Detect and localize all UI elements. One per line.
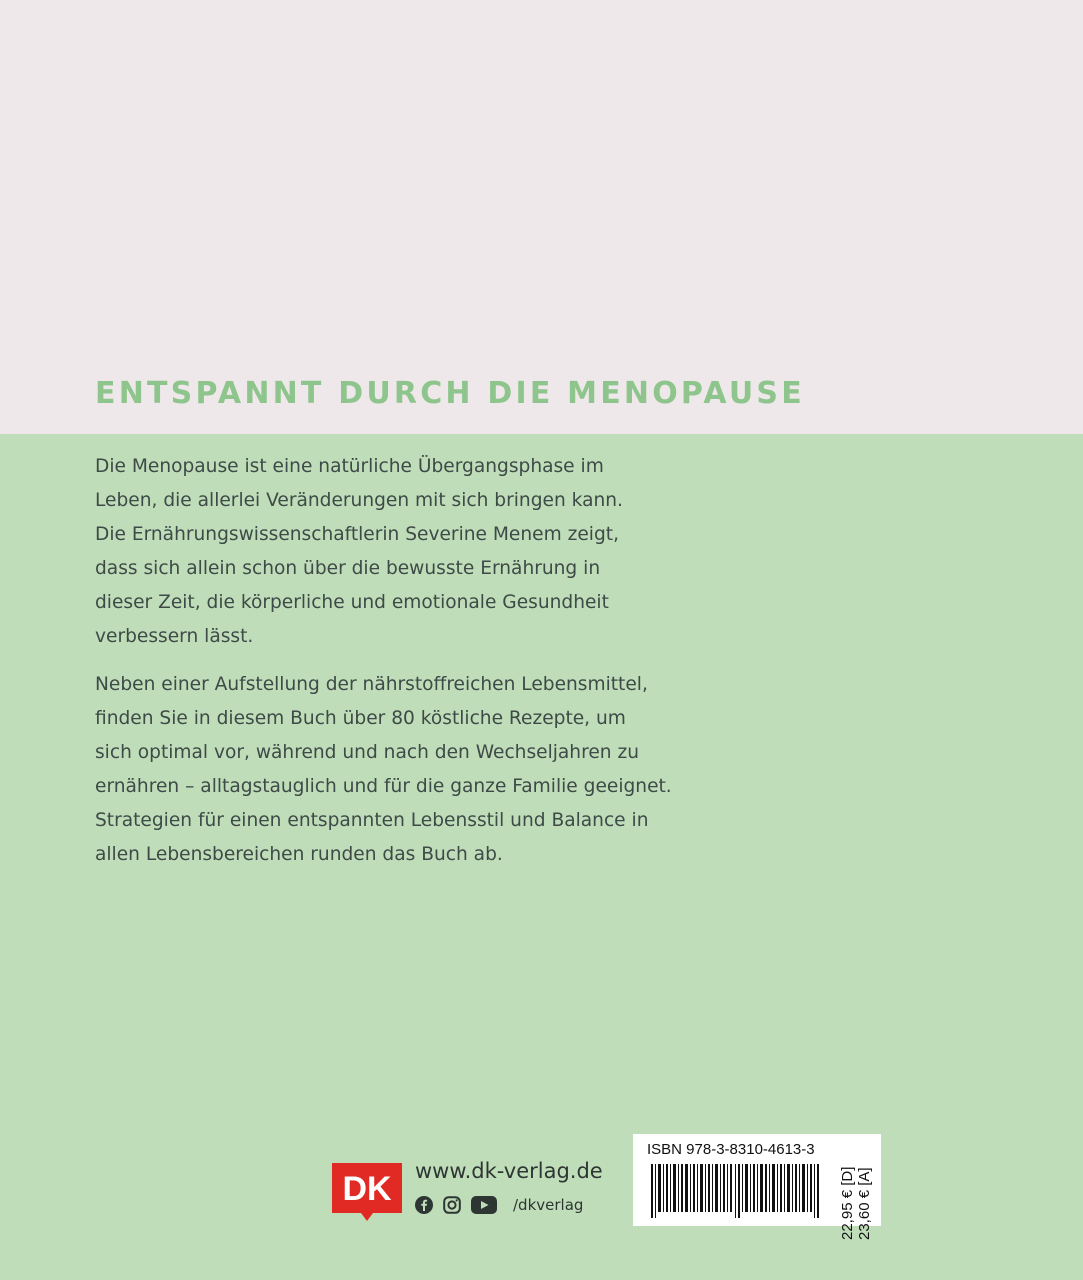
price-germany: 22,95 € [D] [839,1166,856,1240]
description-paragraph-1 [95,450,695,653]
social-links [415,1196,583,1214]
text-line: sich optimal vor, während und nach den Wechseljahren zu [95,741,640,763]
publisher-website[interactable]: www.dk-verlag.de [415,1159,603,1183]
dk-logo-text: DK [342,1170,392,1208]
description-paragraph-2 [95,668,695,871]
barcode [651,1164,831,1218]
isbn-barcode-block [633,1134,881,1240]
text-line: ernähren – alltagstauglich und für die ganze Familie geeignet. [95,775,672,797]
dk-logo [332,1163,402,1221]
text-line: Die Ernährungswissenschaftlerin Severine Menem zeigt, [95,523,619,545]
text-line: Die Menopause ist eine natürliche Übergangsphase im [95,456,604,477]
text-line: allen Lebensbereichen runden das Buch ab. [95,843,503,865]
youtube-icon[interactable] [471,1196,497,1214]
text-line: verbessern lässt. [95,625,254,647]
text-line: Leben, die allerlei Veränderungen mit sich bringen kann. [95,489,623,511]
social-handle[interactable]: /dkverlag [513,1196,584,1214]
cover-heading: ENTSPANNT DURCH DIE MENOPAUSE [95,376,805,411]
text-line: Strategien für einen entspannten Lebensstil und Balance in [95,809,649,831]
top-panel [0,0,1083,434]
facebook-icon[interactable] [415,1196,433,1214]
text-line: dass sich allein schon über die bewusste Ernährung in [95,557,601,579]
price-austria: 23,60 € [A] [856,1167,873,1240]
price-block [839,1164,875,1240]
text-line: finden Sie in diesem Buch über 80 köstliche Rezepte, um [95,707,626,729]
text-line: Neben einer Aufstellung der nährstoffreichen Lebensmittel, [95,674,648,695]
text-line: dieser Zeit, die körperliche und emotionale Gesundheit [95,591,609,613]
isbn-number: ISBN 978-3-8310-4613-3 [647,1141,815,1158]
instagram-icon[interactable] [443,1196,461,1214]
